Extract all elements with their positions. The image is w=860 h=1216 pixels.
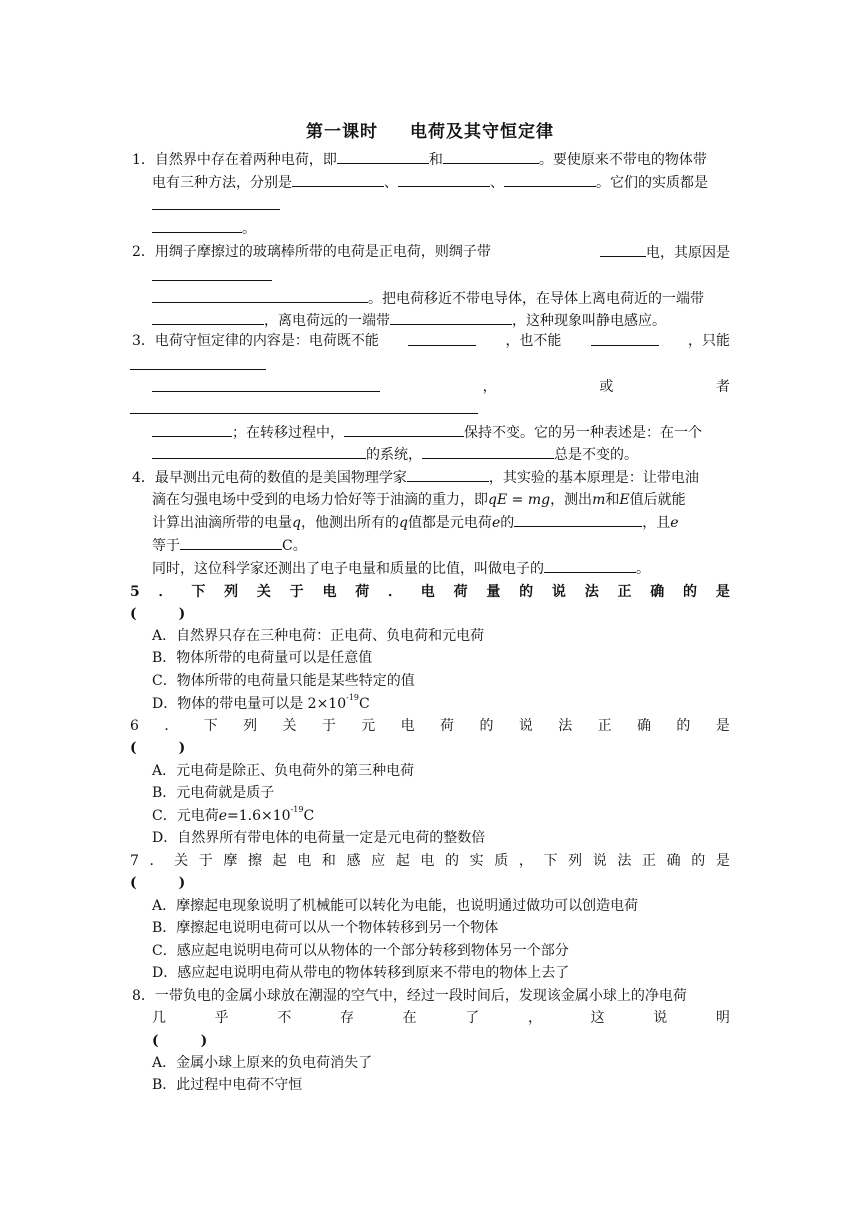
q7-option-d: D．感应起电说明电荷从带电的物体转移到原来不带电的物体上去了 <box>152 965 570 981</box>
q3-line5: ；在转移过程中， 保持不变。它的另一种表述是：在一个 <box>152 422 702 442</box>
stem-char: 下 <box>543 853 558 869</box>
stem-char: 摩 <box>223 853 238 869</box>
blank <box>544 558 636 573</box>
stem-char: 关 <box>174 853 189 869</box>
stem-char: 说 <box>653 1010 668 1026</box>
q1-line3 <box>152 195 280 215</box>
stem-char: 实 <box>469 853 484 869</box>
stem-char: 说 <box>518 718 533 734</box>
q3-line6: 的系统， 总是不变的。 <box>152 444 638 464</box>
stem-char: 的 <box>479 718 494 734</box>
blank <box>292 172 384 187</box>
q2-line1: 2．用绸子摩擦过的玻璃棒所带的电荷是正电荷，则绸子带 电，其原因是 <box>132 244 730 261</box>
stem-char: 法 <box>558 718 573 734</box>
stem-char: 在 <box>402 1010 417 1026</box>
stem-char: 的 <box>519 584 534 600</box>
blank <box>152 444 366 459</box>
q2-line4: ，离电荷远的一端带 ，这种现象叫静电感应。 <box>152 310 666 330</box>
q8-line1: 8．一带负电的金属小球放在潮湿的空气中，经过一段时间后，发现该金属小球上的净电荷 <box>132 988 687 1004</box>
stem-char: 法 <box>584 584 599 600</box>
stem-char: 量 <box>486 584 501 600</box>
q1-line4: 。 <box>152 218 256 238</box>
stem-char: 关 <box>282 718 297 734</box>
stem-char: 的 <box>691 853 706 869</box>
q1-line1: 1．自然界中存在着两种电荷，即 和 。要使原来不带电的物体带 <box>132 149 707 169</box>
q8-answer-paren: ( ) <box>152 1033 208 1049</box>
q3-line3: ， 或 者 <box>152 377 730 397</box>
stem-char: ． <box>388 584 402 600</box>
q6-option-c: C．元电荷$e=1.6\times 10^{-19}C$ <box>152 805 315 824</box>
q7-option-a: A．摩擦起电现象说明了机械能可以转化为电能，也说明通过做功可以创造电荷 <box>152 898 639 914</box>
stem-char: 于 <box>289 584 304 600</box>
stem-char: 确 <box>637 718 651 734</box>
q4-line2: 滴在匀强电场中受到的电场力恰好等于油滴的重力，即qE = mg，测出m和E值后就能 <box>152 492 686 508</box>
stem-char: 和 <box>321 853 336 869</box>
q7-stem <box>130 851 730 871</box>
stem-char: 确 <box>650 584 665 600</box>
q6-option-d: D．自然界所有带电体的电荷量一定是元电荷的整数倍 <box>152 830 486 846</box>
q8-option-a: A．金属小球上原来的负电荷消失了 <box>152 1055 373 1071</box>
q5-option-c: C．物体所带的电荷量只能是某些特定的值 <box>152 673 415 689</box>
stem-char: 6 <box>130 718 139 734</box>
q4-line1: 4．最早测出元电荷的数值的是美国物理学家 ，其实验的基本原理是：让带电油 <box>132 467 699 487</box>
blank <box>514 512 642 527</box>
q4-line4: 等于 C。 <box>152 535 307 555</box>
blank <box>152 218 242 233</box>
stem-char: 确 <box>666 853 681 869</box>
title-topic: 电荷及其守恒定律 <box>410 122 554 142</box>
stem-char: 几 <box>152 1010 166 1026</box>
stem-char: 正 <box>617 584 632 600</box>
stem-char: ， <box>518 853 533 869</box>
stem-char: 应 <box>371 853 386 869</box>
stem-char: 荷 <box>355 584 370 600</box>
stem-char: ． <box>158 584 173 600</box>
q7-option-c: C．感应起电说明电荷可以从物体的一个部分转移到物体另一个部分 <box>152 943 569 959</box>
stem-char: 5 <box>130 584 140 600</box>
stem-char: 元 <box>361 718 376 734</box>
stem-char: 于 <box>198 853 213 869</box>
stem-char: 法 <box>617 853 632 869</box>
q6-option-b: B．元电荷就是质子 <box>152 785 275 801</box>
blank <box>443 149 539 164</box>
blank <box>408 331 476 346</box>
blank <box>390 310 512 325</box>
blank <box>504 172 596 187</box>
stem-char: 列 <box>243 718 258 734</box>
q3-line2 <box>130 355 266 375</box>
stem-char: 7 <box>130 853 139 869</box>
blank <box>152 266 272 281</box>
stem-char: 荷 <box>453 584 468 600</box>
page-title <box>0 117 860 142</box>
q5-option-b: B．物体所带的电荷量可以是任意值 <box>152 650 373 666</box>
stem-char: 的 <box>676 718 691 734</box>
q6-answer-paren: ( ) <box>130 740 186 756</box>
blank <box>344 422 464 437</box>
title-lesson: 第一课时 <box>306 122 378 142</box>
q5-stem <box>130 582 730 602</box>
stem-char: 说 <box>592 853 607 869</box>
q2-line3: 。把电荷移近不带电导体，在导体上离电荷近的一端带 <box>152 288 704 308</box>
stem-char: 于 <box>321 718 336 734</box>
q5-option-a: A．自然界只存在三种电荷：正电荷、负电荷和元电荷 <box>152 628 485 644</box>
blank <box>407 467 489 482</box>
stem-char: 电 <box>400 718 415 734</box>
blank <box>337 149 429 164</box>
q3-line4 <box>130 399 478 419</box>
blank <box>600 242 646 257</box>
stem-char: 存 <box>339 1010 354 1026</box>
blank <box>398 172 490 187</box>
stem-char: 质 <box>494 853 509 869</box>
stem-char: 电 <box>420 853 435 869</box>
stem-char: 这 <box>590 1010 605 1026</box>
stem-char: 下 <box>191 584 206 600</box>
q5-option-d: D．物体的带电量可以是 $2\times 10^{-19}C$ <box>152 693 370 712</box>
stem-char: 是 <box>715 718 730 734</box>
stem-char: ． <box>149 853 164 869</box>
stem-char: 正 <box>597 718 612 734</box>
stem-char: 起 <box>272 853 287 869</box>
stem-char: 乎 <box>214 1010 229 1026</box>
stem-char: 下 <box>203 718 218 734</box>
stem-char: 正 <box>642 853 657 869</box>
stem-char: 电 <box>297 853 312 869</box>
stem-char: 列 <box>224 584 239 600</box>
blank <box>422 444 554 459</box>
blank <box>130 399 478 414</box>
stem-char: 了 <box>465 1010 480 1026</box>
q7-option-b: B．摩擦起电说明电荷可以从一个物体转移到另一个物体 <box>152 920 499 936</box>
stem-char: 明 <box>715 1010 730 1026</box>
stem-char: 电 <box>420 584 435 600</box>
formula-qe-mg: qE = mg <box>488 492 551 508</box>
q8-stem <box>152 1008 730 1028</box>
stem-char: 的 <box>445 853 460 869</box>
blank <box>591 331 659 346</box>
stem-char: 是 <box>715 584 730 600</box>
q8-option-b: B．此过程中电荷不守恒 <box>152 1077 303 1093</box>
q2-line2 <box>152 266 272 286</box>
blank <box>130 355 266 370</box>
blank <box>152 310 264 325</box>
blank <box>152 377 380 392</box>
q5-answer-paren: ( ) <box>130 606 186 622</box>
stem-char: 列 <box>568 853 583 869</box>
stem-char: ， <box>527 1010 542 1026</box>
blank <box>180 535 282 550</box>
q7-answer-paren: ( ) <box>130 875 186 891</box>
stem-char: 电 <box>322 584 337 600</box>
stem-char: 的 <box>683 584 698 600</box>
stem-char: ． <box>164 718 179 734</box>
q6-option-a: A．元电荷是除正、负电荷外的第三种电荷 <box>152 763 415 779</box>
blank <box>152 422 232 437</box>
blank <box>152 288 368 303</box>
stem-char: 擦 <box>248 853 263 869</box>
q4-line5: 同时，这位科学家还测出了电子电量和质量的比值，叫做电子的 。 <box>152 558 650 578</box>
stem-char: 关 <box>256 584 271 600</box>
q4-line3: 计算出油滴所带的电量q，他测出所有的q值都是元电荷e的 ，且e <box>152 512 679 532</box>
stem-char: 起 <box>395 853 410 869</box>
q1-line2: 电有三种方法，分别是 、 、 。它们的实质都是 <box>152 172 708 192</box>
stem-char: 说 <box>551 584 566 600</box>
q3-line1: 3．电荷守恒定律的内容是：电荷既不能 ，也不能 ，只能 <box>132 333 730 349</box>
stem-char: 是 <box>715 853 730 869</box>
stem-char: 感 <box>346 853 361 869</box>
stem-char: 不 <box>277 1010 292 1026</box>
q6-stem <box>130 716 730 736</box>
blank <box>152 195 280 210</box>
stem-char: 荷 <box>440 718 455 734</box>
